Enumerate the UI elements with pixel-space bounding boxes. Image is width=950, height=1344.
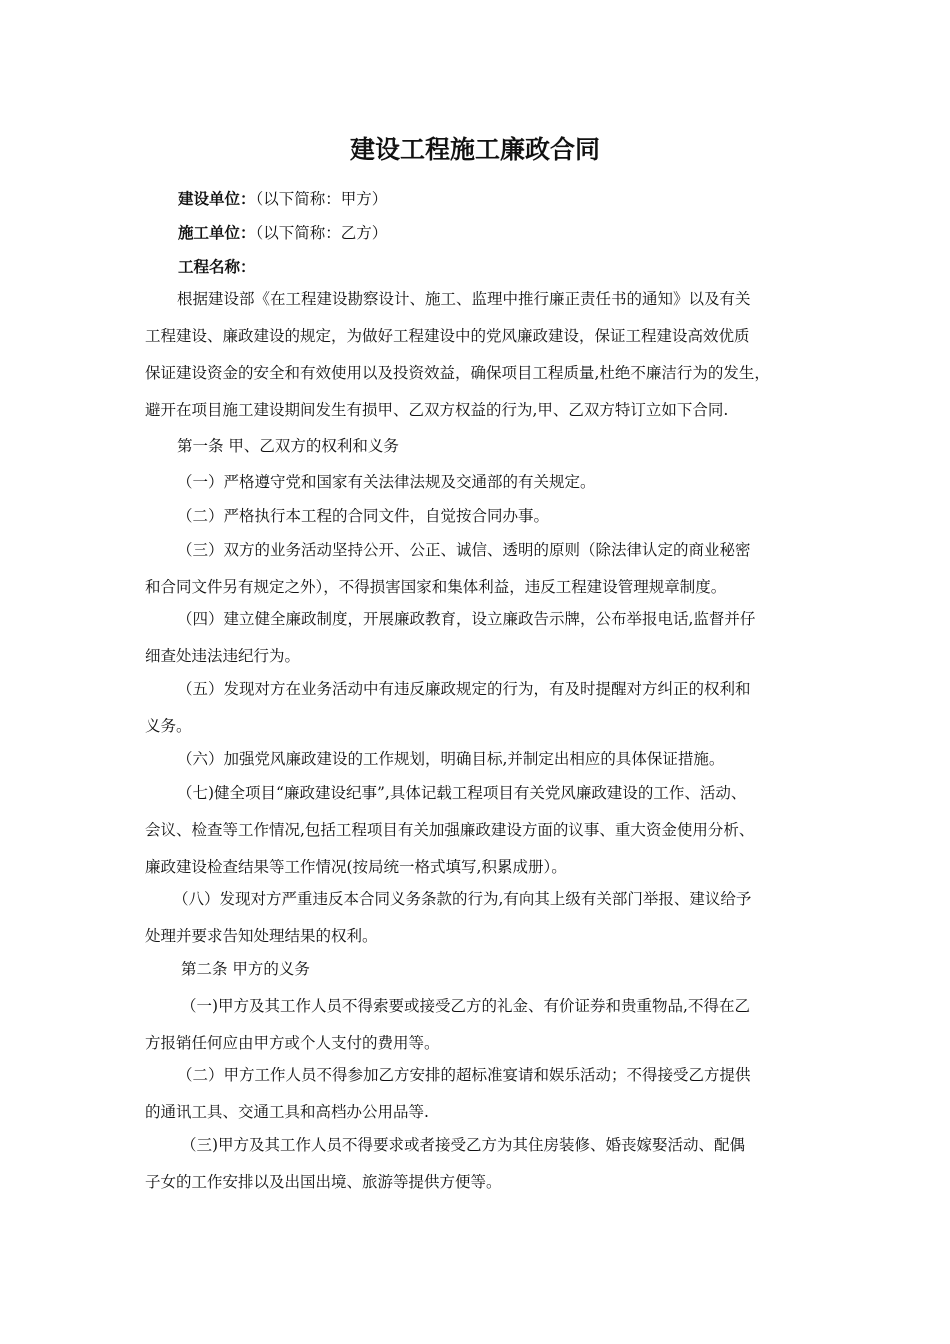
article-1-clause-1 — [145, 464, 825, 501]
text-line: （八）发现对方严重违反本合同义务条款的行为,有向其上级有关部门举报、建议给予 — [173, 890, 752, 908]
article-2-clause-1 — [145, 988, 825, 1062]
article-2-heading — [145, 951, 825, 988]
contractor-value: （以下简称：乙方） — [255, 224, 388, 242]
text-line: 和合同文件另有规定之外），不得损害国家和集体利益，违反工程建设管理规章制度。 — [145, 578, 727, 596]
text-line: （三)甲方及其工作人员不得要求或者接受乙方为其住房装修、婚丧嫁娶活动、配偶 — [181, 1136, 746, 1154]
text-line: 方报销任何应由甲方或个人支付的费用等。 — [145, 1034, 440, 1052]
text-line: （二）甲方工作人员不得参加乙方安排的超标准宴请和娱乐活动；不得接受乙方提供 — [177, 1066, 751, 1084]
client-label: 建设单位： — [178, 189, 256, 208]
client-value: （以下简称：甲方） — [255, 190, 388, 208]
text-line: 会议、检查等工作情况,包括工程项目有关加强廉政建设方面的议事、重大资金使用分析、 — [145, 821, 755, 839]
article-1-clause-6 — [145, 741, 825, 778]
article-2-clause-3 — [145, 1127, 825, 1201]
article-1-clause-2 — [145, 498, 825, 535]
text-line: （三）双方的业务活动坚持公开、公正、诚信、透明的原则（除法律认定的商业秘密 — [177, 541, 751, 559]
preamble-paragraph — [145, 281, 825, 429]
text-line: 根据建设部《在工程建设勘察设计、施工、监理中推行廉正责任书的通知》以及有关 — [177, 290, 751, 308]
document-title: 建设工程施工廉政合同 — [349, 135, 600, 164]
client-line — [178, 188, 387, 210]
text-line: 工程建设、廉政建设的规定，为做好工程建设中的党风廉政建设，保证工程建设高效优质 — [145, 327, 750, 345]
text-line: （六）加强党风廉政建设的工作规划，明确目标,并制定出相应的具体保证措施。 — [177, 750, 725, 768]
text-line: 子女的工作安排以及出国出境、旅游等提供方便等。 — [145, 1173, 502, 1191]
article-1-clause-4 — [145, 601, 825, 675]
text-line: 的通讯工具、交通工具和高档办公用品等. — [145, 1103, 429, 1121]
project-line — [178, 256, 256, 278]
article-1-clause-5 — [145, 671, 825, 745]
text-line: （五）发现对方在业务活动中有违反廉政规定的行为，有及时提醒对方纠正的权利和 — [177, 680, 751, 698]
text-line: 避开在项目施工建设期间发生有损甲、乙双方权益的行为,甲、乙双方特订立如下合同. — [145, 401, 729, 419]
contractor-label: 施工单位： — [178, 223, 256, 242]
project-label: 工程名称： — [178, 257, 256, 276]
text-line: （七)健全项目“廉政建设纪事”,具体记载工程项目有关党风廉政建设的工作、活动、 — [177, 784, 747, 802]
text-line: （四）建立健全廉政制度，开展廉政教育，设立廉政告示牌，公布举报电话,监督并仔 — [177, 610, 756, 628]
text-line: 细查处违法违纪行为。 — [145, 647, 301, 665]
text-line: 处理并要求告知处理结果的权利。 — [145, 927, 378, 945]
article-1-clause-7 — [145, 775, 825, 886]
contractor-line — [178, 222, 387, 244]
article-1-heading — [145, 428, 825, 465]
text-line: 义务。 — [145, 717, 192, 735]
text-line: （一）严格遵守党和国家有关法律法规及交通部的有关规定。 — [177, 473, 596, 491]
text-line: 保证建设资金的安全和有效使用以及投资效益，确保项目工程质量,杜绝不廉洁行为的发生， — [145, 364, 770, 382]
text-line: （二）严格执行本工程的合同文件，自觉按合同办事。 — [177, 507, 550, 525]
text-line: 廉政建设检查结果等工作情况(按局统一格式填写,积累成册）。 — [145, 858, 567, 876]
text-line: 第二条 甲方的义务 — [181, 960, 310, 978]
text-line: 第一条 甲、乙双方的权利和义务 — [177, 437, 399, 455]
article-1-clause-8 — [145, 881, 825, 955]
text-line: （一)甲方及其工作人员不得索要或接受乙方的礼金、有价证券和贵重物品,不得在乙 — [181, 997, 750, 1015]
article-1-clause-3 — [145, 532, 825, 606]
article-2-clause-2 — [145, 1057, 825, 1131]
